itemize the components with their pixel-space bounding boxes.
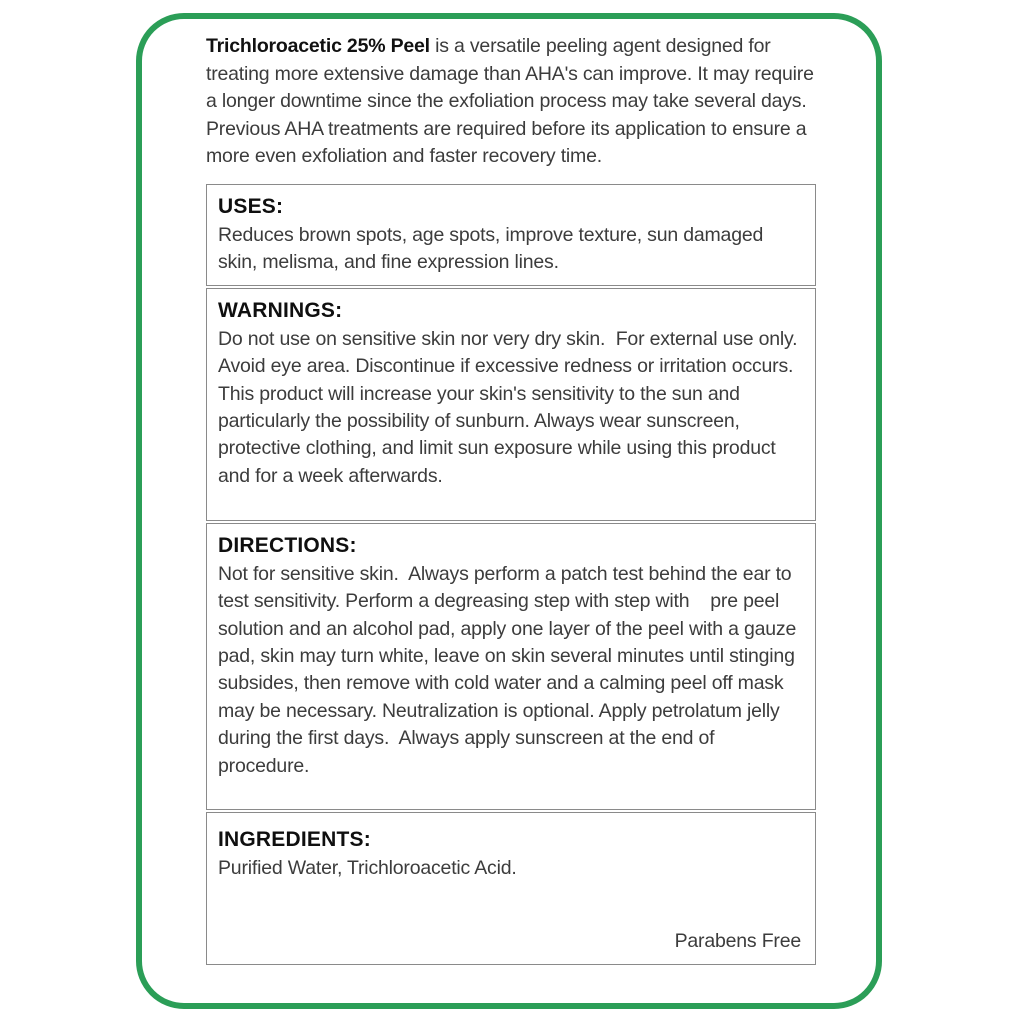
warnings-body: Do not use on sensitive skin nor very dry skin. For external use only. Avoid eye area. Discontinue if excessive redness or irritation occurs. This product will increase your skin's sensitivity to the sun and particularly the possibility of sunburn. Always wear sunscreen, protective clothing, and limit sun exposure while using this product and for a week afterwards. — [218, 327, 807, 487]
product-name: Trichloroacetic 25% Peel — [206, 35, 430, 57]
section-warnings — [206, 288, 816, 521]
section-directions — [206, 523, 816, 810]
ingredients-body: Purified Water, Trichloroacetic Acid. — [218, 856, 517, 879]
warnings-heading: WARNINGS: — [218, 298, 343, 322]
parabens-free-note: Parabens Free — [674, 929, 801, 952]
uses-body: Reduces brown spots, age spots, improve texture, sun damaged skin, melisma, and fine expression lines. — [218, 223, 769, 274]
section-uses — [206, 184, 816, 286]
directions-body: Not for sensitive skin. Always perform a patch test behind the ear to test sensitivity. Perform a degreasing step with step with pre peel solution and an alcohol pad, apply one layer of the peel with a gauze pad, skin may turn white, leave on skin several minutes until stinging subsides, then remove with cold water and a calming peel off mask may be necessary. Neutralization is optional. Apply petrolatum jelly during the first days. Always apply sunscreen at the end of procedure. — [218, 562, 802, 777]
label-content — [206, 33, 818, 965]
label-card — [136, 13, 882, 1009]
ingredients-heading: INGREDIENTS: — [218, 827, 371, 851]
sections-container — [206, 184, 818, 965]
intro-text: is a versatile peeling agent designed for treating more extensive damage than AHA's can improve. It may require a longer downtime since the exfoliation process may take several days. Previous AHA treatments are required before its application to ensure a more even exfoliation and faster recovery time. — [206, 35, 819, 168]
directions-heading: DIRECTIONS: — [218, 533, 357, 557]
section-ingredients — [206, 812, 816, 965]
uses-heading: USES: — [218, 194, 284, 218]
intro-paragraph — [206, 33, 818, 171]
